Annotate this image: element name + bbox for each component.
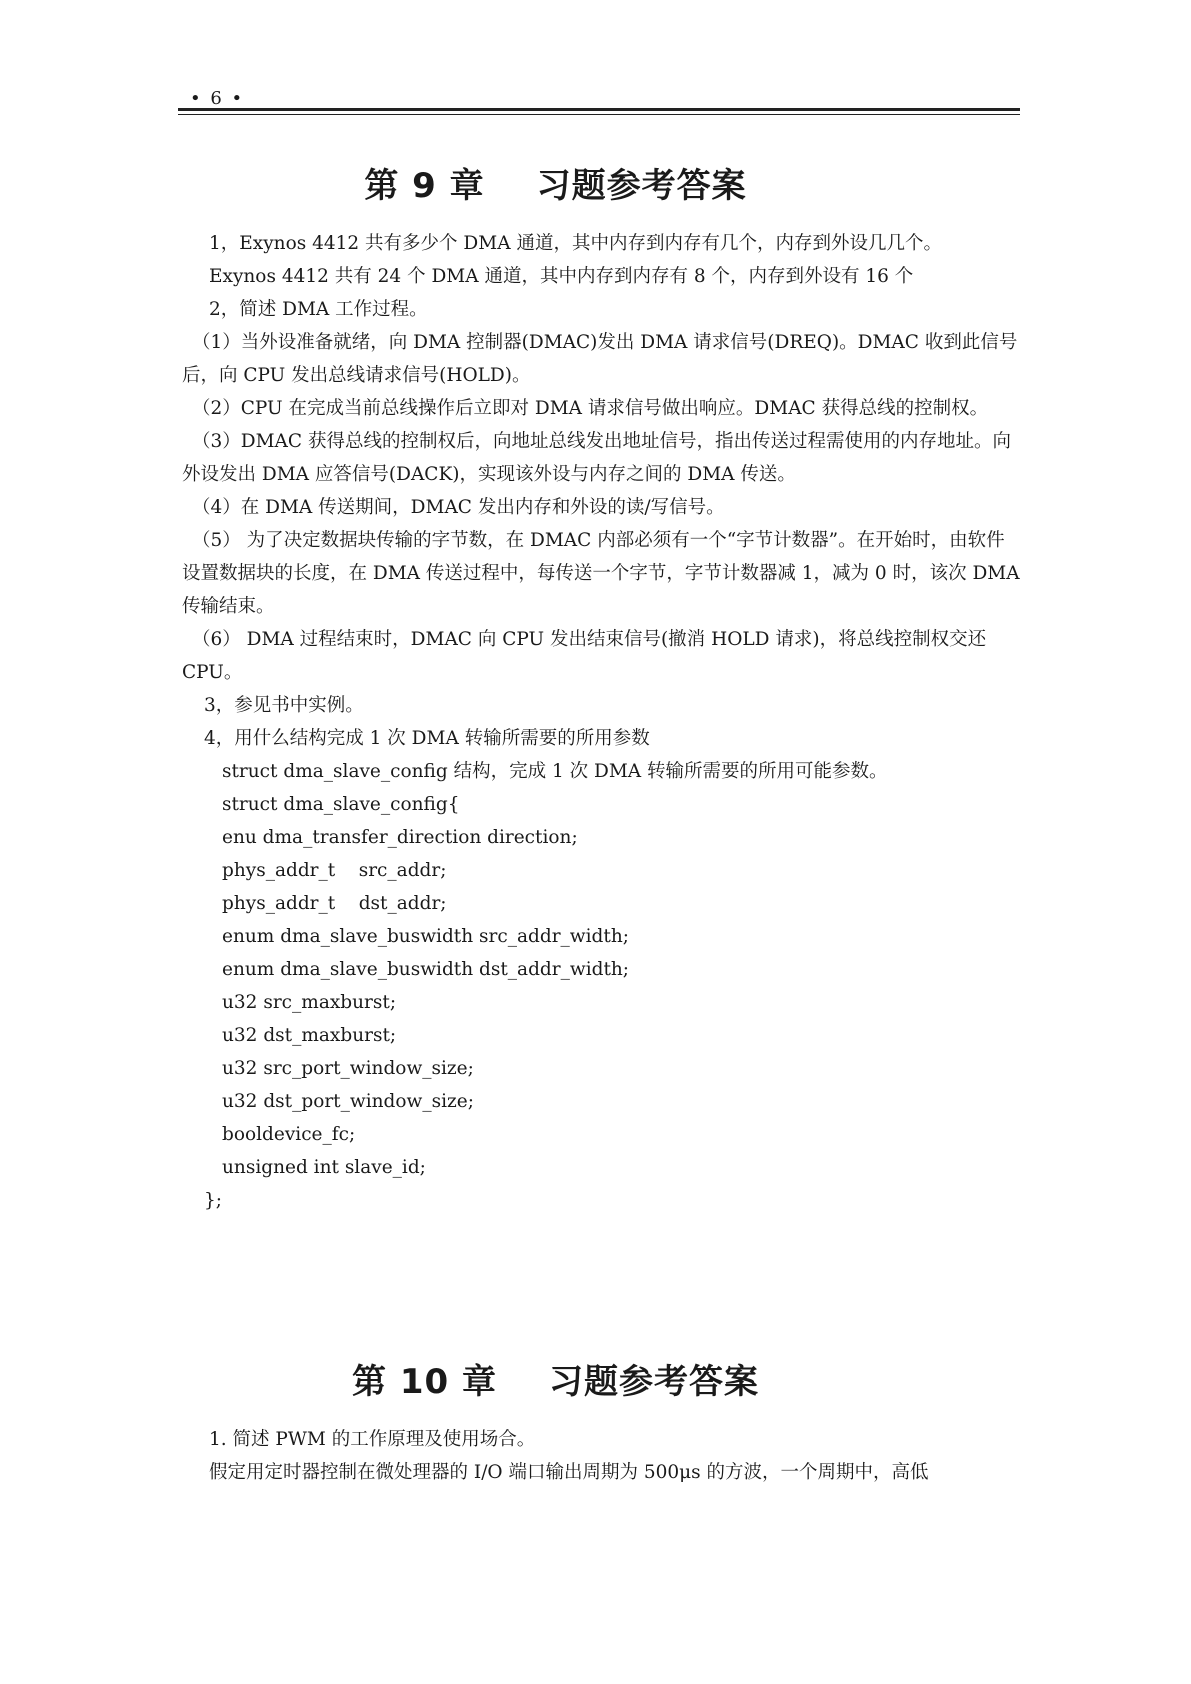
code-line: u32 src_maxburst;: [222, 992, 397, 1013]
step-1: （1）当外设准备就绪，向 DMA 控制器(DMAC)发出 DMA 请求信号(DREQ)。DMAC 收到此信号后，向 CPU 发出总线请求信号(HOLD)。: [182, 332, 1018, 386]
code-line: enum dma_slave_buswidth dst_addr_width;: [222, 959, 630, 980]
code-line: u32 dst_port_window_size;: [222, 1091, 474, 1112]
code-line: booldevice_fc;: [222, 1124, 356, 1145]
chapter-10-body: [182, 1423, 1022, 1489]
code-line: enum dma_slave_buswidth src_addr_width;: [222, 926, 629, 947]
chapter-9-body: [182, 227, 1022, 1217]
header-rule-thick: [178, 108, 1020, 111]
code-line: enu dma_transfer_direction direction;: [222, 827, 578, 848]
step-3: （3）DMAC 获得总线的控制权后，向地址总线发出地址信号，指出传送过程需使用的内存地址。向外设发出 DMA 应答信号(DACK)，实现该外设与内存之间的 DMA 传送。: [182, 431, 1011, 485]
step-6: （6） DMA 过程结束时，DMAC 向 CPU 发出结束信号(撤消 HOLD 请求)，将总线控制权交还 CPU。: [182, 629, 987, 683]
chapter-10-answer-1: 假定用定时器控制在微处理器的 I/O 端口输出周期为 500μs 的方波，一个周期中，高低: [209, 1462, 929, 1483]
question-1: 1，Exynos 4412 共有多少个 DMA 通道，其中内存到内存有几个，内存到外设几几个。: [209, 233, 942, 254]
code-line: phys_addr_t src_addr;: [222, 860, 447, 881]
header-rule-thin: [178, 114, 1020, 115]
chapter-9-number: 第 9 章: [364, 166, 485, 206]
step-5: （5） 为了决定数据块传输的字节数，在 DMAC 内部必须有一个“字节计数器”。在开始时，由软件设置数据块的长度，在 DMA 传送过程中，每传送一个字节，字节计数器减 1，减为 0 时，该次 DMA 传输结束。: [182, 530, 1020, 617]
step-4: （4）在 DMA 传送期间，DMAC 发出内存和外设的读/写信号。: [192, 497, 725, 518]
chapter-10-heading: 习题参考答案: [549, 1362, 759, 1402]
chapter-10-title: [0, 1354, 1191, 1403]
code-line-end: };: [204, 1190, 223, 1211]
chapter-10-number: 第 10 章: [352, 1362, 497, 1402]
chapter-9-heading: 习题参考答案: [536, 166, 747, 206]
code-line: struct dma_slave_config{: [222, 794, 460, 815]
chapter-10-question-1: 1. 简述 PWM 的工作原理及使用场合。: [209, 1429, 536, 1450]
page-number: • 6 •: [190, 88, 245, 109]
code-line: u32 src_port_window_size;: [222, 1058, 474, 1079]
step-2: （2）CPU 在完成当前总线操作后立即对 DMA 请求信号做出响应。DMAC 获得总线的控制权。: [192, 398, 989, 419]
answer-4: struct dma_slave_config 结构，完成 1 次 DMA 转输所需要的所用可能参数。: [222, 761, 888, 782]
code-line: phys_addr_t dst_addr;: [222, 893, 447, 914]
struct-code-block: [182, 788, 1022, 1217]
question-4: 4，用什么结构完成 1 次 DMA 转输所需要的所用参数: [204, 728, 650, 749]
answer-1: Exynos 4412 共有 24 个 DMA 通道，其中内存到内存有 8 个，内存到外设有 16 个: [209, 266, 914, 287]
code-line: u32 dst_maxburst;: [222, 1025, 397, 1046]
question-3: 3，参见书中实例。: [204, 695, 364, 716]
chapter-9-title: [0, 158, 1191, 207]
code-line: unsigned int slave_id;: [222, 1157, 426, 1178]
question-2: 2，简述 DMA 工作过程。: [209, 299, 428, 320]
